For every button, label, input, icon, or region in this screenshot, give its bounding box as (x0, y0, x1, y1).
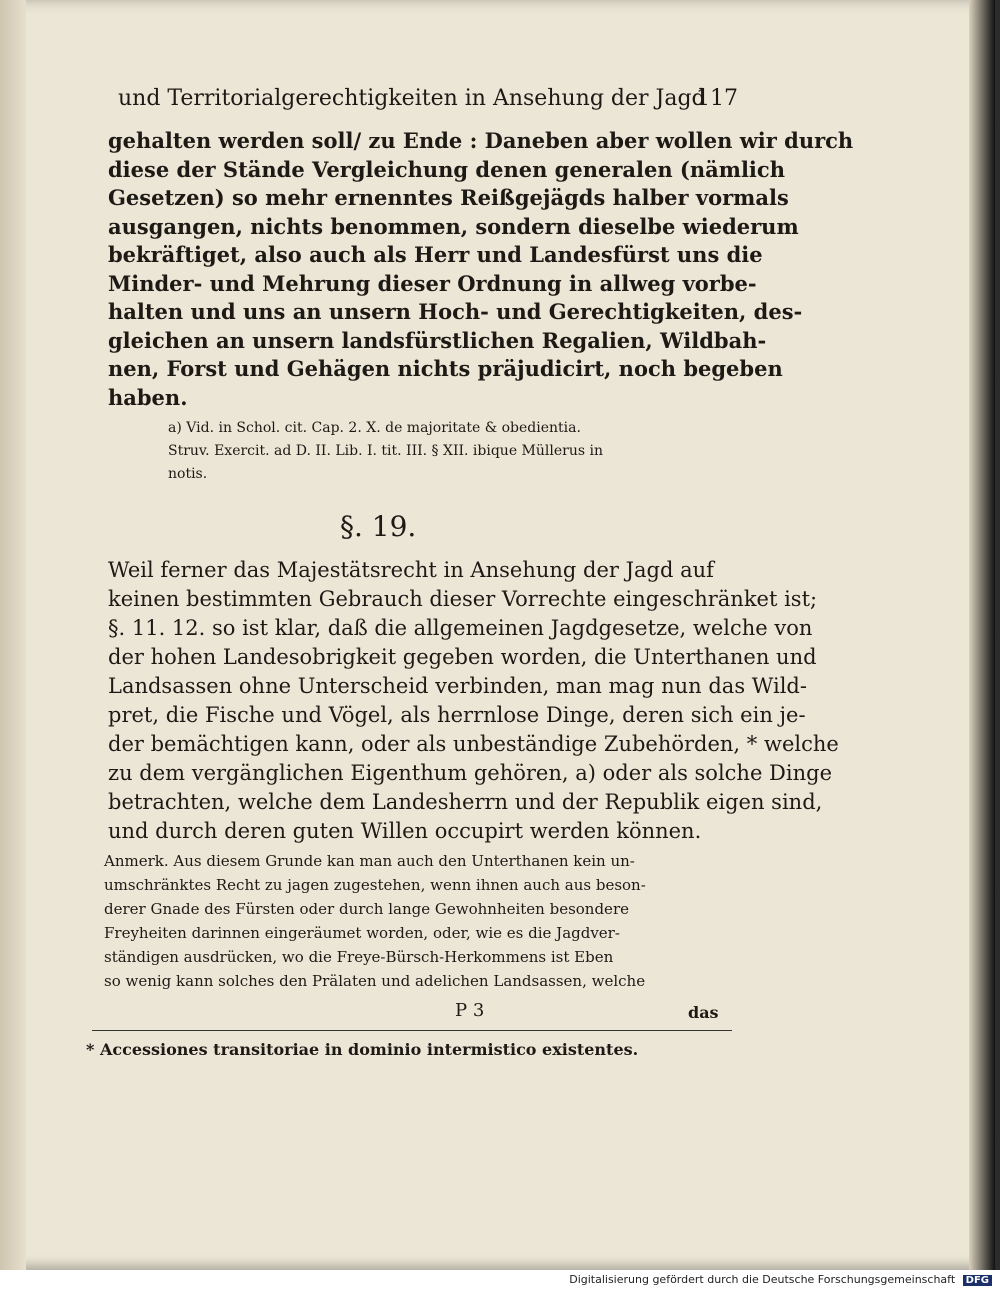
text-line: betrachten, welche dem Landesherrn und der Republik eigen sind, (108, 790, 823, 814)
text-line: haben. (108, 384, 188, 410)
catchword: das (688, 1003, 719, 1022)
text-line: Struv. Exercit. ad D. II. Lib. I. tit. III. § XII. ibique Müllerus in (168, 443, 603, 459)
text-line: bekräftiget, also auch als Herr und Landesfürst uns die (108, 242, 763, 267)
text-line: pret, die Fische und Vögel, als herrnlose Dinge, deren sich ein je- (108, 703, 806, 727)
text-line: notis. (168, 466, 208, 482)
running-title: und Territorialgerechtigkeiten in Ansehung der Jagd (118, 86, 706, 111)
dfg-credit (569, 1273, 992, 1286)
text-line: so wenig kann solches den Prälaten und adelichen Landsassen, welche (104, 972, 646, 990)
text-line: gleichen an unsern landsfürstlichen Regalien, Wildbah- (108, 327, 767, 353)
signature-mark: P 3 (455, 1000, 485, 1021)
text-line: Gesetzen) so mehr ernenntes Reißgejägds halber vormals (108, 185, 789, 210)
text-line: a) Vid. in Schol. cit. Cap. 2. X. de majoritate & obedientia. (168, 420, 581, 436)
page-edge (969, 0, 995, 1270)
text-line: §. 11. 12. so ist klar, daß die allgemeinen Jagdgesetze, welche von (108, 616, 813, 640)
text-line: halten und uns an unsern Hoch- und Gerechtigkeiten, des- (108, 299, 803, 324)
text-line: derer Gnade des Fürsten oder durch lange Gewohnheiten besondere (104, 900, 629, 918)
footnote-rule (92, 1030, 732, 1031)
text-line: Minder- und Mehrung dieser Ordnung in allweg vorbe- (108, 270, 757, 296)
dfg-logo-icon: DFG (963, 1275, 992, 1286)
credit-text: Digitalisierung gefördert durch die Deutsche Forschungsgemeinschaft (569, 1273, 956, 1286)
text-line: Landsassen ohne Unterscheid verbinden, man mag nun das Wild- (108, 674, 807, 698)
text-line: ausgangen, nichts benommen, sondern dieselbe wiederum (108, 213, 799, 239)
text-line: gehalten werden soll/ zu Ende : Daneben aber wollen wir durch (108, 128, 854, 153)
text-line: keinen bestimmten Gebrauch dieser Vorrechte eingeschränket ist; (108, 587, 818, 611)
text-line: zu dem vergänglichen Eigenthum gehören, a) oder als solche Dinge (108, 761, 833, 785)
text-line: Anmerk. Aus diesem Grunde kan man auch den Unterthanen kein un- (104, 852, 635, 870)
text-line: und durch deren guten Willen occupirt werden können. (108, 819, 702, 843)
text-line: nen, Forst und Gehägen nichts präjudicirt, noch begeben (108, 356, 783, 381)
text-line: Freyheiten darinnen eingeräumet worden, oder, wie es die Jagdver- (104, 924, 620, 942)
text-line: diese der Stände Vergleichung denen generalen (nämlich (108, 156, 785, 182)
page-number: 117 (696, 86, 738, 111)
text-line: Weil ferner das Majestätsrecht in Ansehung der Jagd auf (108, 558, 714, 582)
text-line: umschränktes Recht zu jagen zugestehen, wenn ihnen auch aus beson- (104, 876, 646, 894)
text-line: der hohen Landesobrigkeit gegeben worden, die Unterthanen und (108, 645, 817, 669)
footnote-star: * Accessiones transitoriae in dominio intermistico existentes. (86, 1040, 639, 1059)
page-gutter (0, 0, 26, 1270)
text-line: der bemächtigen kann, oder als unbeständige Zubehörden, * welche (108, 732, 839, 756)
text-line: ständigen ausdrücken, wo die Freye-Bürsch-Herkommens ist Eben (104, 948, 614, 966)
section-heading: §. 19. (340, 510, 417, 543)
